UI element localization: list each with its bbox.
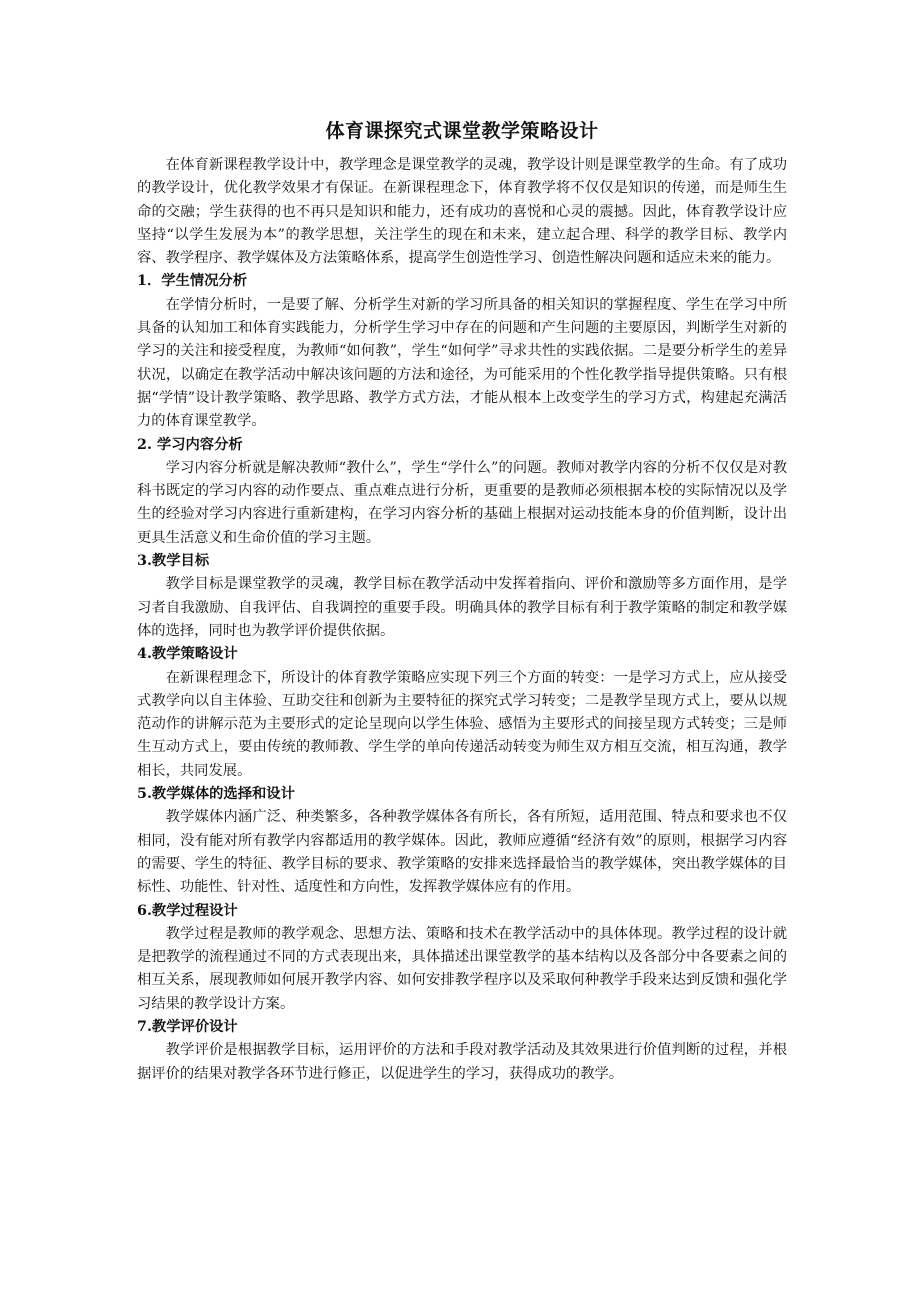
section-heading-7: 7.教学评价设计: [137, 1018, 238, 1035]
section-paragraph-7: 教学评价是根据教学目标，运用评价的方法和手段对教学活动及其效果进行价值判断的过程，并根据评价的结果对教学各环节进行修正，以促进学生的学习，获得成功的教学。: [137, 1042, 787, 1082]
intro-paragraph: 在体育新课程教学设计中，教学理念是课堂教学的灵魂，教学设计则是课堂教学的生命。有了成功的教学设计，优化教学效果才有保证。在新课程理念下，体育教学将不仅仅是知识的传递，而是师生生命的交融；学生获得的也不再只是知识和能力，还有成功的喜悦和心灵的震撼。因此，体育教学设计应坚持“以学生发展为本”的教学思想，关注学生的现在和未来，建立起合理、科学的教学目标、教学内容、教学程序、教学媒体及方法策略体系，提高学生创造性学习、创造性解决问题和适应未来的能力。: [137, 157, 787, 267]
section-heading-4: 4.教学策略设计: [137, 646, 238, 663]
section-paragraph-4: 在新课程理念下，所设计的体育教学策略应实现下列三个方面的转变：一是学习方式上，应从接受式教学向以自主体验、互助交往和创新为主要特征的探究式学习转变；二是教学呈现方式上，要从以规范动作的讲解示范为主要形式的定论呈现向以学生体验、感悟为主要形式的间接呈现方式转变；三是师生互动方式上，要由传统的教师教、学生学的单向传递活动转变为师生双方相互交流，相互沟通，教学相长，共同发展。: [137, 669, 787, 779]
section-paragraph-5: 教学媒体内涵广泛、种类繁多，各种教学媒体各有所长，各有所短，适用范围、特点和要求也不仅相同，没有能对所有教学内容都适用的教学媒体。因此，教师应遵循“经济有效”的原则，根据学习内容的需要、学生的特征、教学目标的要求、教学策略的安排来选择最恰当的教学媒体，突出教学媒体的目标性、功能性、针对性、适度性和方向性，发挥教学媒体应有的作用。: [137, 809, 787, 896]
section-paragraph-6: 教学过程是教师的教学观念、思想方法、策略和技术在教学活动中的具体体现。教学过程的设计就是把教学的流程通过不同的方式表现出来，具体描述出课堂教学的基本结构以及各部分中各要素之间的相互关系，展现教师如何展开教学内容、如何安排教学程序以及采取何种教学手段来达到反馈和强化学习结果的教学设计方案。: [137, 925, 787, 1012]
section-paragraph-3: 教学目标是课堂教学的灵魂，教学目标在教学活动中发挥着指向、评价和激励等多方面作用，是学习者自我激励、自我评估、自我调控的重要手段。明确具体的教学目标有利于教学策略的制定和教学媒体的选择，同时也为教学评价提供依据。: [137, 576, 787, 639]
section-heading-6: 6.教学过程设计: [137, 902, 238, 919]
section-heading-1: 1．学生情况分析: [137, 273, 248, 290]
document-page: [137, 118, 787, 1086]
section-heading-3: 3.教学目标: [137, 553, 210, 570]
section-heading-2: 2. 学习内容分析: [137, 436, 243, 453]
section-paragraph-2: 学习内容分析就是解决教师“教什么”，学生“学什么”的问题。教师对教学内容的分析不仅仅是对教科书既定的学习内容的动作要点、重点难点进行分析，更重要的是教师必须根据本校的实际情况以及学生的经验对学习内容进行重新建构，在学习内容分析的基础上根据对运动技能本身的价值判断，设计出更具生活意义和生命价值的学习主题。: [137, 459, 787, 546]
section-paragraph-1: 在学情分析时，一是要了解、分析学生对新的学习所具备的相关知识的掌握程度、学生在学习中所具备的认知加工和体育实践能力，分析学生学习中存在的问题和产生问题的主要原因，判断学生对新的学习的关注和接受程度，为教师“如何教”，学生“如何学”寻求共性的实践依据。二是要分析学生的差异状况，以确定在教学活动中解决该问题的方法和途径，为可能采用的个性化教学指导提供策略。只有根据“学情”设计教学策略、教学思路、教学方式方法，才能从根本上改变学生的学习方式，构建起充满活力的体育课堂教学。: [137, 296, 787, 430]
document-title: 体育课探究式课堂教学策略设计: [325, 120, 599, 142]
section-heading-5: 5.教学媒体的选择和设计: [137, 786, 295, 803]
